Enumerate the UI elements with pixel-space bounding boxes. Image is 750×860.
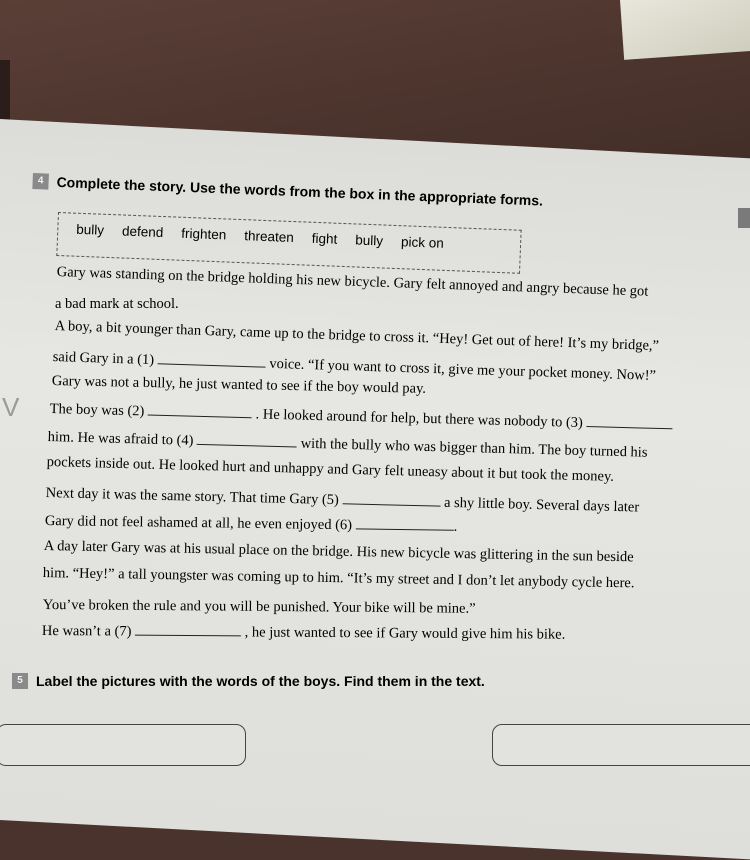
story-line-10-b: .	[453, 518, 458, 535]
pencil-check-mark-icon: V	[2, 392, 20, 422]
blank-1[interactable]	[158, 351, 266, 367]
story-line-6-b: . He looked around for help, but there was nobody to (3)	[255, 406, 584, 431]
story-line-7-b: with the bully who was bigger than him. The boy turned his	[300, 435, 648, 461]
page-edge-marker-icon	[738, 208, 750, 228]
word-pick-on: pick on	[400, 234, 445, 251]
word-bully: bully	[76, 221, 105, 238]
story-line-14	[42, 622, 565, 644]
task-4-title: Complete the story. Use the words from the box in the appropriate forms.	[56, 174, 544, 209]
story-line-7-a: him. He was afraid to (4)	[47, 428, 194, 449]
blank-4[interactable]	[197, 432, 297, 448]
blank-5[interactable]	[342, 491, 440, 506]
story-line-3: A boy, a bit younger than Gary, came up to the bridge to cross it. “Hey! Get out of here! It’s my bridge,”	[54, 318, 660, 355]
word-fight: fight	[311, 230, 338, 247]
story-line-9-a: Next day it was the same story. That time Gary (5)	[45, 484, 340, 509]
story-line-4-b: voice. “If you want to cross it, give me your pocket money. Now!”	[269, 355, 657, 384]
story-line-2: a bad mark at school.	[55, 296, 179, 312]
blank-2[interactable]	[148, 403, 252, 419]
task-5-header	[12, 672, 485, 690]
task-5-title: Label the pictures with the words of the boys. Find them in the text.	[36, 673, 485, 690]
story-line-1: Gary was standing on the bridge holding his new bicycle. Gary felt annoyed and angry because he got	[56, 264, 649, 300]
story-line-6-a: The boy was (2)	[49, 400, 145, 420]
story-line-12: him. “Hey!” a tall youngster was coming up to him. “It’s my street and I don’t let anybody cycle here.	[42, 565, 635, 592]
word-frighten: frighten	[181, 225, 227, 243]
story-line-4-a: said Gary in a (1)	[52, 348, 155, 369]
story-line-9-b: a shy little boy. Several days later	[443, 494, 640, 516]
word-threaten: threaten	[244, 228, 295, 246]
story-line-14-b: , he just wanted to see if Gary would give him his bike.	[244, 624, 566, 643]
story-line-13: You’ve broken the rule and you will be punished. Your bike will be mine.”	[42, 597, 476, 617]
task-4-number: 4	[32, 173, 49, 190]
blank-6[interactable]	[356, 516, 454, 530]
blank-3[interactable]	[586, 414, 672, 429]
word-bully-2: bully	[355, 232, 384, 249]
story-line-14-a: He wasn’t a (7)	[41, 623, 132, 640]
task-5-number: 5	[12, 673, 28, 689]
picture-frame-left	[0, 724, 246, 766]
story-line-10-a: Gary did not feel ashamed at all, he even enjoyed (6)	[44, 512, 353, 534]
blank-7[interactable]	[135, 623, 241, 637]
story-line-5: Gary was not a bully, he just wanted to see if the boy would pay.	[51, 373, 427, 397]
story-line-8: pockets inside out. He looked hurt and unhappy and Gary felt uneasy about it but took the money.	[46, 454, 615, 485]
paper-corner	[620, 0, 750, 60]
word-defend: defend	[121, 223, 164, 241]
story-line-11: A day later Gary was at his usual place on the bridge. His new bicycle was glittering in the sun beside	[43, 538, 634, 566]
picture-frame-right	[492, 724, 750, 766]
